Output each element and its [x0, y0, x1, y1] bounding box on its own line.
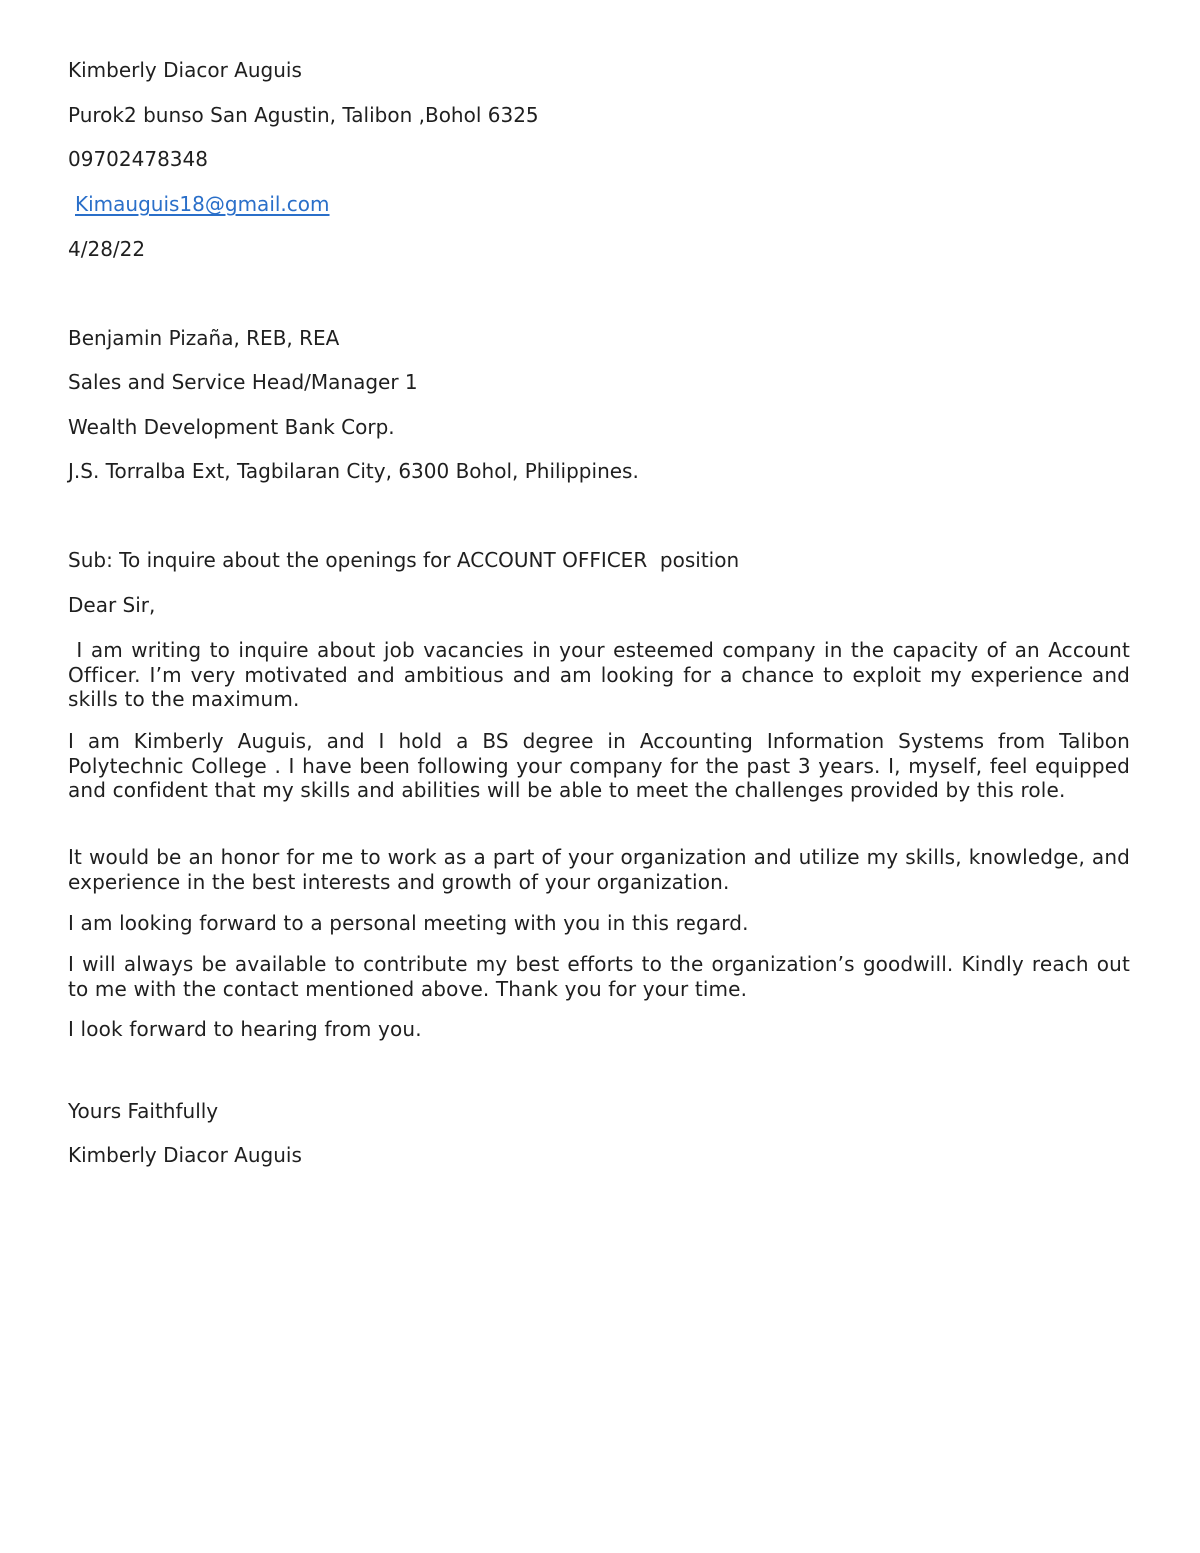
- body-paragraph-1: I am writing to inquire about job vacancies in your esteemed company in the capacity of an Account Officer. I’m very motivated and ambitious and am looking for a chance to exploit my experience and skills to the maximum.: [68, 638, 1137, 711]
- letter-closing: Yours Faithfully: [68, 1099, 219, 1123]
- body-paragraph-5: I will always be available to contribute my best efforts to the organization’s goodwill. Kindly reach out to me with the contact mentioned above. Thank you for your time.: [68, 952, 1130, 1001]
- recipient-company: Wealth Development Bank Corp.: [68, 415, 395, 439]
- sender-email-link[interactable]: Kimauguis18@gmail.com: [75, 192, 330, 216]
- letter-date: 4/28/22: [68, 237, 146, 261]
- body-paragraph-4: I am looking forward to a personal meeting with you in this regard.: [68, 911, 749, 935]
- sender-address: Purok2 bunso San Agustin, Talibon ,Bohol 6325: [68, 103, 539, 127]
- body-paragraph-3: It would be an honor for me to work as a part of your organization and utilize my skills, knowledge, and experience in the best interests and growth of your organization.: [68, 845, 1130, 894]
- recipient-title: Sales and Service Head/Manager 1: [68, 370, 418, 394]
- body-paragraph-2: I am Kimberly Auguis, and I hold a BS degree in Accounting Information Systems from Talibon Polytechnic College . I have been following your company for the past 3 years. I, myself, feel equipped and confident that my skills and abilities will be able to meet the challenges provided by this role.: [68, 729, 1130, 802]
- recipient-address: J.S. Torralba Ext, Tagbilaran City, 6300 Bohol, Philippines.: [68, 459, 639, 483]
- letter-signature: Kimberly Diacor Auguis: [68, 1143, 302, 1167]
- recipient-name: Benjamin Pizaña, REB, REA: [68, 326, 340, 350]
- sender-name: Kimberly Diacor Auguis: [68, 58, 302, 82]
- letter-salutation: Dear Sir,: [68, 593, 156, 617]
- sender-phone: 09702478348: [68, 147, 208, 171]
- body-paragraph-6: I look forward to hearing from you.: [68, 1017, 422, 1041]
- letter-subject: Sub: To inquire about the openings for ACCOUNT OFFICER position: [68, 548, 740, 572]
